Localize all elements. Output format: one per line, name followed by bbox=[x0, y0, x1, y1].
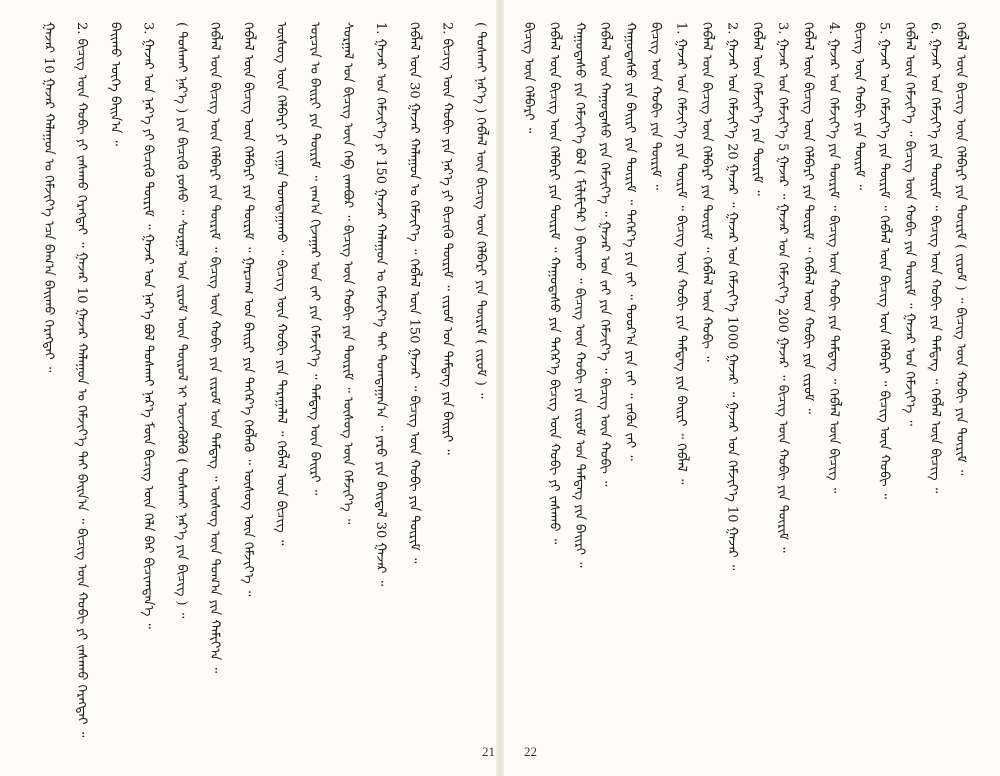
text-column bbox=[569, 22, 589, 740]
text-line: ᠰᠤᠷᠭᠠᠯ ᠤᠨ ᠪᠢᠴᠢᠭ ᠦᠨ ᠬᠡᠪ ᠵᠠᠭᠪᠤᠷ ᠃ ᠪᠢᠴᠢᠭ ᠦᠨ ᠬᠤᠪᠢ ᠶᠢᠨ ᠳᠦᠷᠢᠮ ᠃ ᠦᠰᠦᠭ ᠦᠨ ᠬᠡᠮᠵᠢᠶ᠎ᠡ ᠃ bbox=[339, 22, 355, 525]
text-column bbox=[171, 22, 191, 740]
text-line: ᠬᠡᠪᠯᠡᠯ ᠦᠨ ᠪᠢᠴᠢᠭ ᠦᠨ ᠬᠡᠯᠪᠡᠷᠢ ᠶᠢᠨ ᠳᠦᠷᠢᠮ ( ᠵᠢᠷᠤᠮ ) ᠃ ᠪᠢᠴᠢᠭ ᠦᠨ ᠬᠤᠪᠢ ᠶᠢᠨ ᠳᠦᠷᠢᠮ ᠃ bbox=[952, 22, 968, 476]
text-line: 2. ᠪᠢᠴᠢᠭ ᠦᠨ ᠬᠤᠪᠢ ᠶᠢ ᠵᠠᠰᠠᠬᠤ ᠬᠡᠷᠡᠭᠲᠡᠢ ᠃ ᠭᠠᠵᠠᠷ 10 ᠭᠠᠵᠠᠷ ᠬᠠᠯᠠᠭᠤᠨ ᠤ ᠬᠡᠮᠵᠢᠶ᠎ᠡ ᠲᠠᠢ ᠪᠠᠢᠨ᠎ᠠ ᠃ ᠪᠢᠴᠢᠭ ᠦᠨ ᠬᠤᠪᠢ ᠶᠢ ᠵᠠᠰᠠᠬᠤ ᠬᠡᠷᠡᠭᠲᠡᠢ ᠃ bbox=[74, 22, 90, 738]
text-line: 4. ᠭᠠᠵᠠᠷ ᠤᠨ ᠬᠡᠮᠵᠢᠶ᠎ᠡ ᠶᠢᠨ ᠳᠦᠷᠢᠮ ᠃ ᠪᠢᠴᠢᠭ ᠦᠨ ᠬᠤᠪᠢ ᠶᠢᠨ ᠲᠡᠮᠳᠡᠭ ᠃ ᠬᠡᠪᠯᠡᠯ ᠦᠨ ᠪᠢᠴᠢᠭ ᠃ bbox=[825, 22, 841, 494]
text-column bbox=[874, 22, 894, 740]
text-column bbox=[403, 22, 423, 740]
text-line: 1. ᠭᠠᠵᠠᠷ ᠤᠨ ᠬᠡᠮᠵᠢᠶ᠎ᠡ ᠶᠢᠨ ᠳᠦᠷᠢᠮ ᠃ ᠪᠢᠴᠢᠭ ᠦᠨ ᠬᠤᠪᠢ ᠶᠢᠨ ᠲᠡᠮᠳᠡᠭ ᠶᠢᠨ ᠪᠠᠢᠷᠢ ᠃ ᠬᠡᠪᠯᠡᠯ ᠃ bbox=[673, 22, 689, 485]
text-line: 5. ᠭᠠᠵᠠᠷ ᠤᠨ ᠬᠡᠮᠵᠢᠶ᠎ᠡ ᠶᠢᠨ ᠳᠦᠷᠢᠮ ᠃ ᠬᠡᠪᠯᠡᠯ ᠦᠨ ᠪᠢᠴᠢᠭ ᠦᠨ ᠬᠡᠯᠪᠡᠷᠢ ᠃ ᠪᠢᠴᠢᠭ ᠦᠨ ᠬᠤᠪᠢ ᠃ bbox=[876, 22, 892, 500]
text-line: ᠪᠢᠴᠢᠭ ᠦᠨ ᠬᠤᠪᠢ ᠶᠢᠨ ᠳᠦᠷᠢᠮ ᠃ bbox=[851, 22, 867, 190]
text-column bbox=[204, 22, 224, 740]
text-line: ᠪᠢᠴᠢᠭ ᠦᠨ ᠬᠡᠯᠪᠡᠷᠢ ᠃ bbox=[521, 22, 536, 134]
text-line: ᠪᠠᠢᠬᠤ ᠦᠭᠡ ᠪᠠᠢᠨ᠎ᠠ ᠃ bbox=[107, 22, 123, 146]
text-line: ᠬᠡᠪᠯᠡᠯ ᠦᠨ ᠬᠠᠭᠤᠳᠠᠰᠤ ᠶᠢᠨ ᠬᠡᠮᠵᠢᠶ᠎ᠡ ᠃ ᠭᠠᠵᠠᠷ ᠤᠨ ᠵᠠᠢ ᠶᠢᠨ ᠬᠡᠮᠵᠢᠶ᠎ᠡ ᠃ ᠪᠢᠴᠢᠭ ᠦᠨ ᠬᠤᠪᠢ ᠃ bbox=[597, 22, 613, 487]
book-gutter bbox=[496, 0, 504, 776]
text-column bbox=[470, 22, 490, 740]
page-left bbox=[38, 22, 490, 740]
text-column bbox=[370, 22, 390, 740]
text-line: ᠬᠡᠪᠯᠡᠯ ᠦᠨ ᠪᠢᠴᠢᠭ ᠦᠨ ᠬᠡᠯᠪᠡᠷᠢ ᠶᠢᠨ ᠳᠦᠷᠢᠮ ᠃ ᠬᠡᠪᠯᠡᠯ ᠦᠨ ᠬᠤᠪᠢ ᠶᠢᠨ ᠵᠢᠷᠤᠮ ᠃ bbox=[800, 22, 816, 414]
text-line: ᠬᠡᠪᠯᠡᠯ ᠦᠨ 30 ᠭᠠᠵᠠᠷ ᠬᠠᠯᠠᠭᠤᠨ ᠤ ᠬᠡᠮᠵᠢᠶ᠎ᠡ ᠃ ᠬᠡᠪᠯᠡᠯ ᠦᠨ 150 ᠭᠠᠵᠠᠷ ᠃ ᠪᠢᠴᠢᠭ ᠦᠨ ᠬᠤᠪᠢ ᠶᠢᠨ ᠳᠦᠷᠢᠮ ᠃ bbox=[406, 22, 422, 564]
text-column bbox=[721, 22, 741, 740]
text-column bbox=[848, 22, 868, 740]
text-column bbox=[543, 22, 563, 740]
text-column bbox=[104, 22, 124, 740]
text-line: ( ᠲᠤᠰᠬᠠᠢ ᠨᠡᠷ᠎ᠡ ) ᠶᠢᠨ ᠪᠢᠴᠢᠬᠦ ᠶᠣᠰᠣ ᠃ ᠰᠤᠷᠭᠠᠯ ᠤᠨ ᠵᠢᠷᠤᠮ ᠦᠨ ᠲᠥᠷᠥᠯ ᠢ ᠦᠵᠡᠭᠦᠯᠬᠦ ( ᠲᠤᠰᠬᠠᠢ ᠨᠡᠷ᠎ᠡ ᠶᠢᠨ ᠪᠢᠴᠢᠭ ) ᠃ bbox=[173, 22, 189, 619]
text-column bbox=[696, 22, 716, 740]
text-line: ᠪᠢᠴᠢᠭ ᠦᠨ ᠬᠤᠪᠢ ᠶᠢᠨ ᠳᠦᠷᠢᠮ ᠃ bbox=[648, 22, 664, 190]
text-column bbox=[138, 22, 158, 740]
text-column bbox=[645, 22, 665, 740]
text-line: ᠬᠠᠭᠤᠳᠠᠰᠤ ᠶᠢᠨ ᠬᠡᠮᠵᠢᠶ᠎ᠡ ᠪᠤᠯ ( ᠮᠢᠯᠢᠮᠧᠲ᠋ᠷ ) ᠪᠠᠢᠬᠤ ᠃ ᠪᠢᠴᠢᠭ ᠦᠨ ᠬᠤᠪᠢ ᠶᠢᠨ ᠵᠢᠷᠤᠮ ᠤᠨ ᠲᠡᠮᠳᠡᠭ ᠶᠢᠨ ᠪᠠᠢᠷᠢ ᠃ bbox=[571, 22, 587, 568]
text-column bbox=[925, 22, 945, 740]
text-line: ᠣᠷᠴᠢᠨ ᠤ ᠪᠠᠢᠷᠢ ᠶᠢᠨ ᠳᠦᠷᠢᠮ ᠃ ᠵᠠᠬ᠎ᠠ ᠬᠢᠵᠠᠭᠠᠷ ᠤᠨ ᠵᠠᠢ ᠶᠢᠨ ᠬᠡᠮᠵᠢᠶ᠎ᠡ ᠃ ᠲᠡᠮᠳᠡᠭ ᠦᠨ ᠪᠠᠢᠷᠢ ᠃ bbox=[306, 22, 322, 496]
page-right bbox=[518, 22, 970, 740]
text-line: ᠭᠠᠵᠠᠷ 10 ᠭᠠᠵᠠᠷ ᠬᠠᠯᠠᠭᠤᠨ ᠤ ᠬᠡᠮᠵᠢᠶ᠎ᠡ ᠡᠴᠡ ᠪᠠᠭ᠎ᠠ ᠪᠠᠢᠬᠤ ᠬᠡᠷᠡᠭᠲᠡᠢ ᠃ bbox=[41, 22, 56, 373]
text-line: 1. ᠭᠠᠵᠠᠷ ᠤᠨ ᠬᠡᠮᠵᠢᠶ᠎ᠡ ᠶᠢ 150 ᠭᠠᠵᠠᠷ ᠬᠠᠯᠠᠭᠤᠨ ᠤ ᠬᠡᠮᠵᠢᠶ᠎ᠡ ᠲᠠᠢ ᠲᠣᠭᠲᠠᠭᠠᠨ᠎ᠠ ᠃ ᠶᠡᠷᠦ ᠶᠢᠨ ᠪᠠᠢᠳᠠᠯ 30 ᠭᠠᠵᠠᠷ ᠃ bbox=[373, 22, 389, 587]
text-column bbox=[823, 22, 843, 740]
text-column bbox=[437, 22, 457, 740]
text-line: ᠬᠡᠪᠯᠡᠯ ᠦᠨ ᠬᠡᠮᠵᠢᠶ᠎ᠡ ᠶᠢᠨ ᠳᠦᠷᠢᠮ ᠃ bbox=[749, 22, 765, 196]
text-line: 3. ᠭᠠᠵᠠᠷ ᠤᠨ ᠬᠡᠮᠵᠢᠶ᠎ᠡ 5 ᠭᠠᠵᠠᠷ ᠃ ᠭᠠᠵᠠᠷ ᠤᠨ ᠬᠡᠮᠵᠢᠶ᠎ᠡ 200 ᠭᠠᠵᠠᠷ ᠃ ᠪᠢᠴᠢᠭ ᠦᠨ ᠬᠤᠪᠢ ᠶᠢᠨ ᠳᠦᠷᠢᠮ ᠃ bbox=[775, 22, 791, 553]
text-line: ( ᠲᠤᠰᠬᠠᠢ ᠨᠡᠷ᠎ᠡ ) ᠬᠡᠪᠯᠡᠯ ᠦᠨ ᠪᠢᠴᠢᠭ ᠦᠨ ᠬᠡᠯᠪᠡᠷᠢ ᠶᠢᠨ ᠳᠦᠷᠢᠮ ( ᠵᠢᠷᠤᠮ ) ᠃ bbox=[472, 22, 488, 399]
text-column bbox=[899, 22, 919, 740]
text-line: 2. ᠭᠠᠵᠠᠷ ᠤᠨ ᠬᠡᠮᠵᠢᠶ᠎ᠡ 20 ᠭᠠᠵᠠᠷ ᠃ ᠭᠠᠵᠠᠷ ᠤᠨ ᠬᠡᠮᠵᠢᠶ᠎ᠡ 1000 ᠭᠠᠵᠠᠷ ᠃ ᠭᠠᠵᠠᠷ ᠤᠨ ᠬᠡᠮᠵᠢᠶ᠎ᠡ 10 ᠭᠠᠵᠠᠷ ᠃ bbox=[724, 22, 740, 571]
text-line: 2. ᠪᠢᠴᠢᠭ ᠦᠨ ᠬᠤᠪᠢ ᠶᠢᠨ ᠨᠡᠷ᠎ᠡ ᠶᠢ ᠪᠢᠴᠢᠬᠦ ᠳᠦᠷᠢᠮ ᠃ ᠵᠢᠷᠤᠮ ᠤᠨ ᠲᠡᠮᠳᠡᠭ ᠶᠢᠨ ᠪᠠᠢᠷᠢ ᠃ bbox=[439, 22, 455, 455]
page-number-right: 22 bbox=[524, 744, 537, 759]
text-column bbox=[797, 22, 817, 740]
page-number-left: 21 bbox=[482, 744, 495, 759]
text-line: 6. ᠭᠠᠵᠠᠷ ᠤᠨ ᠬᠡᠮᠵᠢᠶ᠎ᠡ ᠶᠢᠨ ᠳᠦᠷᠢᠮ ᠃ ᠪᠢᠴᠢᠭ ᠦᠨ ᠬᠤᠪᠢ ᠶᠢᠨ ᠲᠡᠮᠳᠡᠭ ᠃ ᠬᠡᠪᠯᠡᠯ ᠦᠨ ᠪᠢᠴᠢᠭ ᠃ bbox=[927, 22, 943, 494]
text-column bbox=[670, 22, 690, 740]
text-column bbox=[337, 22, 357, 740]
text-column bbox=[594, 22, 614, 740]
text-line: ᠬᠡᠪᠯᠡᠯ ᠦᠨ ᠪᠢᠴᠢᠭ ᠦᠨ ᠬᠡᠯᠪᠡᠷᠢ ᠶᠢᠨ ᠳᠦᠷᠢᠮ ᠃ ᠬᠡᠪᠯᠡᠯ ᠦᠨ ᠬᠤᠪᠢ ᠃ bbox=[698, 22, 714, 362]
text-line: ᠬᠠᠭᠤᠳᠠᠰᠤ ᠶᠢᠨ ᠪᠠᠢᠷᠢ ᠶᠢᠨ ᠳᠦᠷᠢᠮ ᠃ ᠳᠡᠭᠡᠷ᠎ᠡ ᠶᠢᠨ ᠵᠠᠢ ᠃ ᠳᠣᠣᠷ᠎ᠠ ᠶᠢᠨ ᠵᠠᠢ ᠃ ᠵᠡᠭᠦᠨ ᠵᠠᠢ ᠃ bbox=[622, 22, 638, 461]
text-column bbox=[71, 22, 91, 740]
text-column bbox=[271, 22, 291, 740]
text-column bbox=[772, 22, 792, 740]
text-line: ᠬᠡᠪᠯᠡᠯ ᠦᠨ ᠪᠢᠴᠢᠭ ᠦᠨ ᠬᠡᠯᠪᠡᠷᠢ ᠶᠢᠨ ᠳᠦᠷᠢᠮ ᠃ ᠭᠠᠷᠴᠠᠭ ᠤᠨ ᠪᠠᠢᠷᠢ ᠶᠢᠨ ᠳᠡᠭᠡᠷ᠎ᠡ ᠬᠡᠪᠯᠡᠬᠦ ᠃ ᠦᠰᠦᠭ ᠦᠨ ᠬᠡᠮᠵᠢᠶ᠎ᠡ ᠃ bbox=[240, 22, 256, 597]
text-line: ᠬᠡᠪᠯᠡᠯ ᠦᠨ ᠬᠡᠮᠵᠢᠶ᠎ᠡ ᠃ ᠪᠢᠴᠢᠭ ᠦᠨ ᠬᠤᠪᠢ ᠶᠢᠨ ᠳᠦᠷᠢᠮ ᠃ ᠭᠠᠵᠠᠷ ᠤᠨ ᠬᠡᠮᠵᠢᠶ᠎ᠡ ᠃ bbox=[902, 22, 918, 426]
text-line: 3. ᠭᠠᠵᠠᠷ ᠤᠨ ᠨᠡᠷ᠎ᠡ ᠶᠢ ᠪᠢᠴᠢᠬᠦ ᠳᠦᠷᠢᠮ ᠃ ᠭᠠᠵᠠᠷ ᠤᠨ ᠨᠡᠷ᠎ᠡ ᠪᠤᠯ ᠲᠤᠰᠬᠠᠢ ᠨᠡᠷ᠎ᠡ ᠮᠥᠨ ᠪᠢᠴᠢᠭ ᠦᠨ ᠬᠡᠯᠡ ᠪᠡᠷ ᠪᠢᠴᠢᠭ᠍ᠳᠡᠨ᠎ᠡ ᠃ bbox=[140, 22, 156, 629]
text-line: ᠦᠰᠦᠭ ᠦᠨ ᠬᠡᠯᠪᠡᠷᠢ ᠶᠢ ᠵᠢᠭᠠᠨ ᠲᠣᠭᠲᠠᠭᠠᠬᠤ ᠃ ᠪᠢᠴᠢᠭ ᠦᠨ ᠬᠤᠪᠢ ᠶᠢᠨ ᠳᠠᠷᠠᠭᠠᠯᠠᠯ ᠃ ᠬᠡᠪᠯᠡᠯ ᠦᠨ ᠪᠢᠴᠢᠭ ᠃ bbox=[273, 22, 289, 546]
text-column bbox=[747, 22, 767, 740]
text-column bbox=[304, 22, 324, 740]
text-line: ᠬᠡᠪᠯᠡᠯ ᠦᠨ ᠪᠢᠴᠢᠭ ᠦᠨ ᠬᠡᠯᠪᠡᠷᠢ ᠶᠢᠨ ᠳᠦᠷᠢᠮ ᠃ ᠬᠠᠭᠤᠳᠠᠰᠤ ᠶᠢᠨ ᠳᠡᠭᠡᠷ᠎ᠡ ᠪᠢᠴᠢᠭ ᠦᠨ ᠬᠤᠪᠢ ᠶᠢ ᠵᠠᠰᠠᠬᠤ ᠃ bbox=[546, 22, 562, 545]
text-column bbox=[620, 22, 640, 740]
text-column bbox=[38, 22, 58, 740]
text-column bbox=[237, 22, 257, 740]
text-column bbox=[518, 22, 538, 740]
text-column bbox=[950, 22, 970, 740]
text-line: ᠬᠡᠪᠯᠡᠯ ᠦᠨ ᠪᠢᠴᠢᠭ ᠦᠨ ᠬᠡᠯᠪᠡᠷᠢ ᠶᠢᠨ ᠳᠦᠷᠢᠮ ᠃ ᠪᠢᠴᠢᠭ᠌ ᠦᠨ ᠬᠤᠪᠢ ᠶᠢᠨ ᠵᠢᠷᠤᠮ ᠤᠨ ᠲᠡᠮᠳᠡᠭ ᠃ ᠦᠰᠦᠭ ᠦᠨ ᠲᠣᠭ᠎ᠠ ᠶᠢᠨ ᠬᠠᠮᠢᠶ᠎ᠠ ᠃ bbox=[207, 22, 223, 674]
